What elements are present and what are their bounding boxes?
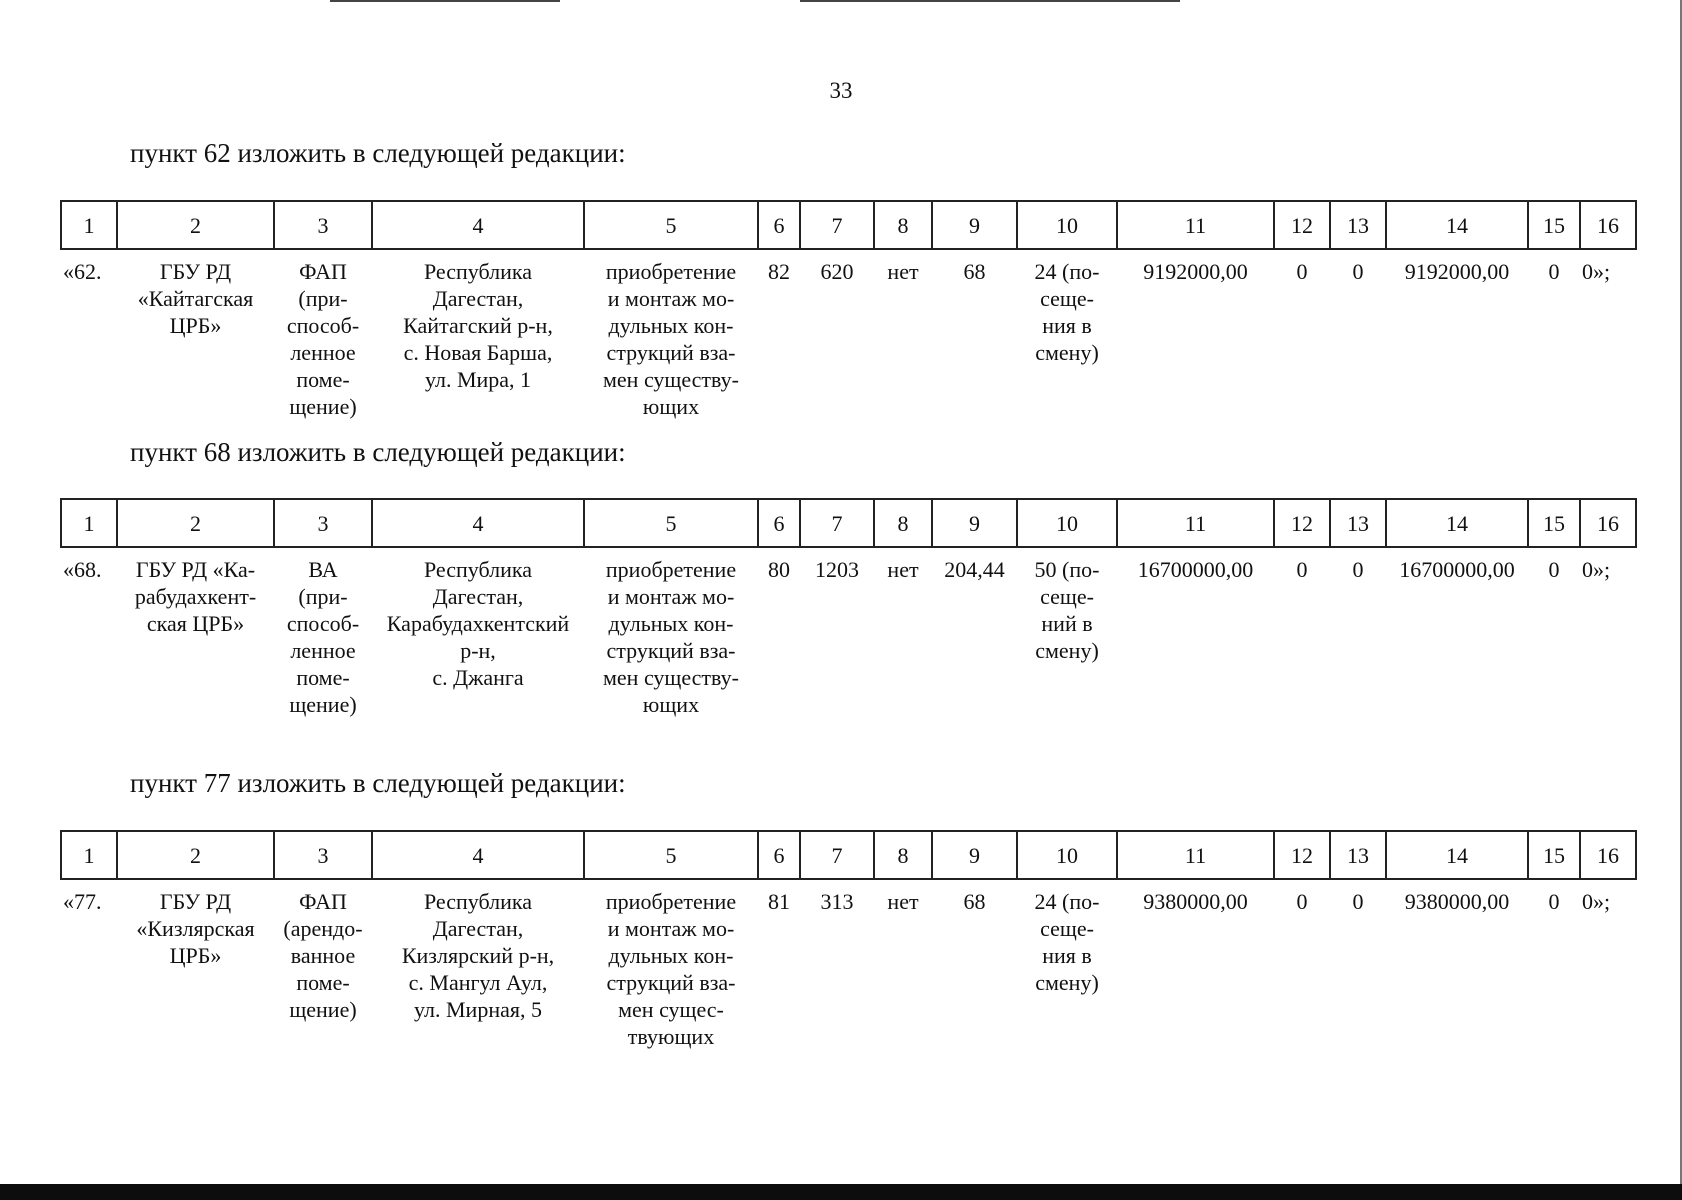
section-heading: пункт 77 изложить в следующей редакции:	[130, 768, 626, 798]
cell-text-line: 50 (по-	[1034, 557, 1100, 582]
cell-text-line: струкций вза-	[606, 638, 736, 663]
cell-text-line: Республика	[423, 557, 533, 582]
column-number-cell: 15	[1528, 831, 1580, 879]
cell-text-line: р-н,	[460, 638, 496, 663]
cell-text-line: ЦРБ»	[169, 943, 222, 968]
cell-text-line: Дагестан,	[432, 286, 524, 311]
amendment-table	[60, 200, 1637, 420]
table-row	[61, 879, 1636, 1050]
table-cell-1: «62.	[63, 259, 102, 284]
cell-text-line: и монтаж мо-	[607, 286, 735, 311]
page-number: 33	[829, 78, 853, 103]
table-cell-11: 9380000,00	[1143, 889, 1248, 914]
cell-text-line: ния в	[1042, 943, 1092, 968]
table-cell-7: 313	[820, 889, 854, 914]
table-cell-8: нет	[887, 557, 919, 582]
cell-text-line: приобретение	[605, 889, 737, 914]
table-cell-10	[1017, 249, 1117, 420]
amendment-table	[60, 830, 1637, 1050]
table-cell-12: 0	[1296, 259, 1308, 284]
cell-text-line: способ-	[286, 313, 360, 338]
table-cell-12: 0	[1296, 557, 1308, 582]
cell-text-line: мен существу-	[602, 367, 740, 392]
cell-text-line: с. Мангул Аул,	[408, 970, 548, 995]
table-cell-14: 9380000,00	[1404, 889, 1510, 914]
column-number-cell: 15	[1528, 499, 1580, 547]
cell-text-line: Республика	[423, 259, 533, 284]
table-cell-11: 9192000,00	[1143, 259, 1248, 284]
cell-text-line: Карабудахкентский	[386, 611, 570, 636]
cell-text-line: смену)	[1035, 340, 1099, 365]
cell-text-line: сеще-	[1040, 584, 1094, 609]
column-number-cell: 4	[372, 201, 584, 249]
table-cell-1: «77.	[63, 889, 102, 914]
cell-text-line: ГБУ РД	[159, 259, 232, 284]
column-number-cell: 7	[800, 499, 874, 547]
table-cell-13: 0	[1352, 259, 1364, 284]
cell-text-line: ФАП	[299, 259, 347, 284]
cell-text-line: ЦРБ»	[169, 313, 222, 338]
column-number-cell: 4	[372, 831, 584, 879]
table-cell-10	[1017, 879, 1117, 1050]
column-number-cell: 16	[1580, 831, 1636, 879]
column-number-cell: 6	[758, 499, 800, 547]
cell-text-line: ленное	[290, 340, 356, 365]
cell-text-line: ющих	[642, 692, 700, 717]
column-number-cell: 14	[1386, 499, 1528, 547]
column-number-cell: 8	[874, 499, 932, 547]
column-number-cell: 13	[1330, 831, 1386, 879]
column-number-cell: 10	[1017, 831, 1117, 879]
table-cell-14: 16700000,00	[1399, 557, 1515, 582]
column-number-cell: 2	[117, 201, 274, 249]
column-number-cell: 2	[117, 499, 274, 547]
column-number-cell: 5	[584, 831, 758, 879]
cell-text-line: ванное	[290, 943, 356, 968]
table-cell-3	[274, 249, 372, 420]
cell-text-line: ская ЦРБ»	[146, 611, 245, 636]
cell-text-line: приобретение	[605, 557, 737, 582]
table-cell-14: 9192000,00	[1404, 259, 1510, 284]
column-number-cell: 3	[274, 831, 372, 879]
table-cell-6: 80	[768, 557, 790, 582]
table-cell-9: 68	[963, 889, 986, 914]
column-number-cell: 6	[758, 831, 800, 879]
cell-text-line: мен сущес-	[618, 997, 724, 1022]
cell-text-line: с. Новая Барша,	[403, 340, 553, 365]
cell-text-line: струкций вза-	[606, 970, 736, 995]
table-cell-2	[117, 547, 274, 718]
cell-text-line: Кайтагский р-н,	[403, 313, 553, 338]
cell-text-line: 24 (по-	[1034, 889, 1100, 914]
column-number-cell: 10	[1017, 499, 1117, 547]
table-cell-2	[117, 249, 274, 420]
table-cell-3	[274, 547, 372, 718]
column-number-cell: 16	[1580, 201, 1636, 249]
cell-text-line: ния в	[1042, 313, 1092, 338]
cell-text-line: ленное	[290, 638, 356, 663]
cell-text-line: с. Джанга	[432, 665, 524, 690]
section-heading: пункт 62 изложить в следующей редакции:	[130, 138, 626, 168]
cell-text-line: сеще-	[1040, 916, 1094, 941]
table-row	[61, 547, 1636, 718]
table-cell-9: 68	[963, 259, 986, 284]
column-number-cell: 11	[1117, 201, 1274, 249]
column-number-cell: 14	[1386, 201, 1528, 249]
cell-text-line: Дагестан,	[432, 916, 524, 941]
cell-text-line: ВА	[308, 557, 338, 582]
cell-text-line: струкций вза-	[606, 340, 736, 365]
column-number-cell: 1	[61, 499, 117, 547]
cell-text-line: мен существу-	[602, 665, 740, 690]
table-cell-6: 82	[768, 259, 790, 284]
table-cell-8: нет	[887, 259, 919, 284]
cell-text-line: щение)	[289, 394, 357, 419]
cell-text-line: приобретение	[605, 259, 737, 284]
cell-text-line: ГБУ РД	[159, 889, 232, 914]
table-cell-3	[274, 879, 372, 1050]
column-number-cell: 12	[1274, 201, 1330, 249]
cell-text-line: поме-	[296, 367, 350, 392]
table-cell-7: 620	[820, 259, 854, 284]
cell-text-line: рабудахкент-	[134, 584, 257, 609]
table-cell-5	[584, 879, 758, 1050]
cell-text-line: дульных кон-	[608, 313, 734, 338]
cell-text-line: смену)	[1035, 970, 1099, 995]
table-cell-7: 1203	[815, 557, 859, 582]
column-number-cell: 9	[932, 499, 1017, 547]
column-number-cell: 8	[874, 201, 932, 249]
column-number-cell: 6	[758, 201, 800, 249]
cell-text-line: твующих	[627, 1024, 715, 1049]
cell-text-line: ющих	[642, 394, 700, 419]
column-number-cell: 15	[1528, 201, 1580, 249]
column-number-cell: 12	[1274, 499, 1330, 547]
cell-text-line: (при-	[298, 286, 348, 311]
column-number-row	[61, 831, 1636, 879]
cell-text-line: дульных кон-	[608, 611, 734, 636]
table-cell-4	[372, 249, 584, 420]
table-cell-16: 0»;	[1582, 557, 1611, 582]
column-number-cell: 9	[932, 201, 1017, 249]
column-number-cell: 10	[1017, 201, 1117, 249]
column-number-cell: 1	[61, 201, 117, 249]
cell-text-line: Республика	[423, 889, 533, 914]
cell-text-line: смену)	[1035, 638, 1099, 663]
column-number-cell: 5	[584, 499, 758, 547]
table-cell-5	[584, 249, 758, 420]
page-top-edge	[800, 0, 1180, 2]
cell-text-line: ГБУ РД «Ка-	[135, 557, 256, 582]
table-cell-13: 0	[1352, 889, 1364, 914]
section-heading: пункт 68 изложить в следующей редакции:	[130, 437, 626, 467]
table-cell-10	[1017, 547, 1117, 718]
table-cell-8: нет	[887, 889, 919, 914]
cell-text-line: ФАП	[299, 889, 347, 914]
column-number-cell: 3	[274, 499, 372, 547]
table-cell-12: 0	[1296, 889, 1308, 914]
column-number-cell: 16	[1580, 499, 1636, 547]
column-number-cell: 5	[584, 201, 758, 249]
column-number-cell: 11	[1117, 831, 1274, 879]
table-cell-16: 0»;	[1582, 259, 1611, 284]
cell-text-line: Кизлярский р-н,	[401, 943, 555, 968]
table-cell-16: 0»;	[1582, 889, 1611, 914]
column-number-cell: 2	[117, 831, 274, 879]
table-cell-13: 0	[1352, 557, 1364, 582]
column-number-cell: 7	[800, 201, 874, 249]
cell-text-line: и монтаж мо-	[607, 584, 735, 609]
cell-text-line: щение)	[289, 997, 357, 1022]
table-cell-15: 0	[1548, 259, 1560, 284]
column-number-cell: 11	[1117, 499, 1274, 547]
cell-text-line: и монтаж мо-	[607, 916, 735, 941]
cell-text-line: 24 (по-	[1034, 259, 1100, 284]
table-cell-15: 0	[1548, 557, 1560, 582]
cell-text-line: дульных кон-	[608, 943, 734, 968]
table-cell-4	[372, 547, 584, 718]
table-cell-6: 81	[768, 889, 790, 914]
column-number-cell: 13	[1330, 201, 1386, 249]
scan-bottom-border	[0, 1184, 1682, 1200]
column-number-cell: 3	[274, 201, 372, 249]
column-number-cell: 8	[874, 831, 932, 879]
cell-text-line: Дагестан,	[432, 584, 524, 609]
table-cell-2	[117, 879, 274, 1050]
table-cell-1: «68.	[63, 557, 102, 582]
cell-text-line: ул. Мирная, 5	[413, 997, 542, 1022]
cell-text-line: «Кизлярская	[136, 916, 255, 941]
column-number-row	[61, 201, 1636, 249]
column-number-row	[61, 499, 1636, 547]
column-number-cell: 12	[1274, 831, 1330, 879]
table-cell-4	[372, 879, 584, 1050]
column-number-cell: 14	[1386, 831, 1528, 879]
page-top-edge	[330, 0, 560, 2]
amendment-table	[60, 498, 1637, 718]
table-cell-5	[584, 547, 758, 718]
column-number-cell: 1	[61, 831, 117, 879]
cell-text-line: (арендо-	[283, 916, 363, 941]
column-number-cell: 13	[1330, 499, 1386, 547]
column-number-cell: 7	[800, 831, 874, 879]
table-cell-9: 204,44	[944, 557, 1005, 582]
table-cell-15: 0	[1548, 889, 1560, 914]
table-row	[61, 249, 1636, 420]
cell-text-line: щение)	[289, 692, 357, 717]
cell-text-line: поме-	[296, 970, 350, 995]
cell-text-line: поме-	[296, 665, 350, 690]
table-cell-11: 16700000,00	[1137, 557, 1254, 582]
cell-text-line: (при-	[298, 584, 348, 609]
column-number-cell: 9	[932, 831, 1017, 879]
cell-text-line: ул. Мира, 1	[424, 367, 532, 392]
cell-text-line: способ-	[286, 611, 360, 636]
cell-text-line: ний в	[1041, 611, 1093, 636]
column-number-cell: 4	[372, 499, 584, 547]
cell-text-line: «Кайтагская	[137, 286, 254, 311]
cell-text-line: сеще-	[1040, 286, 1094, 311]
